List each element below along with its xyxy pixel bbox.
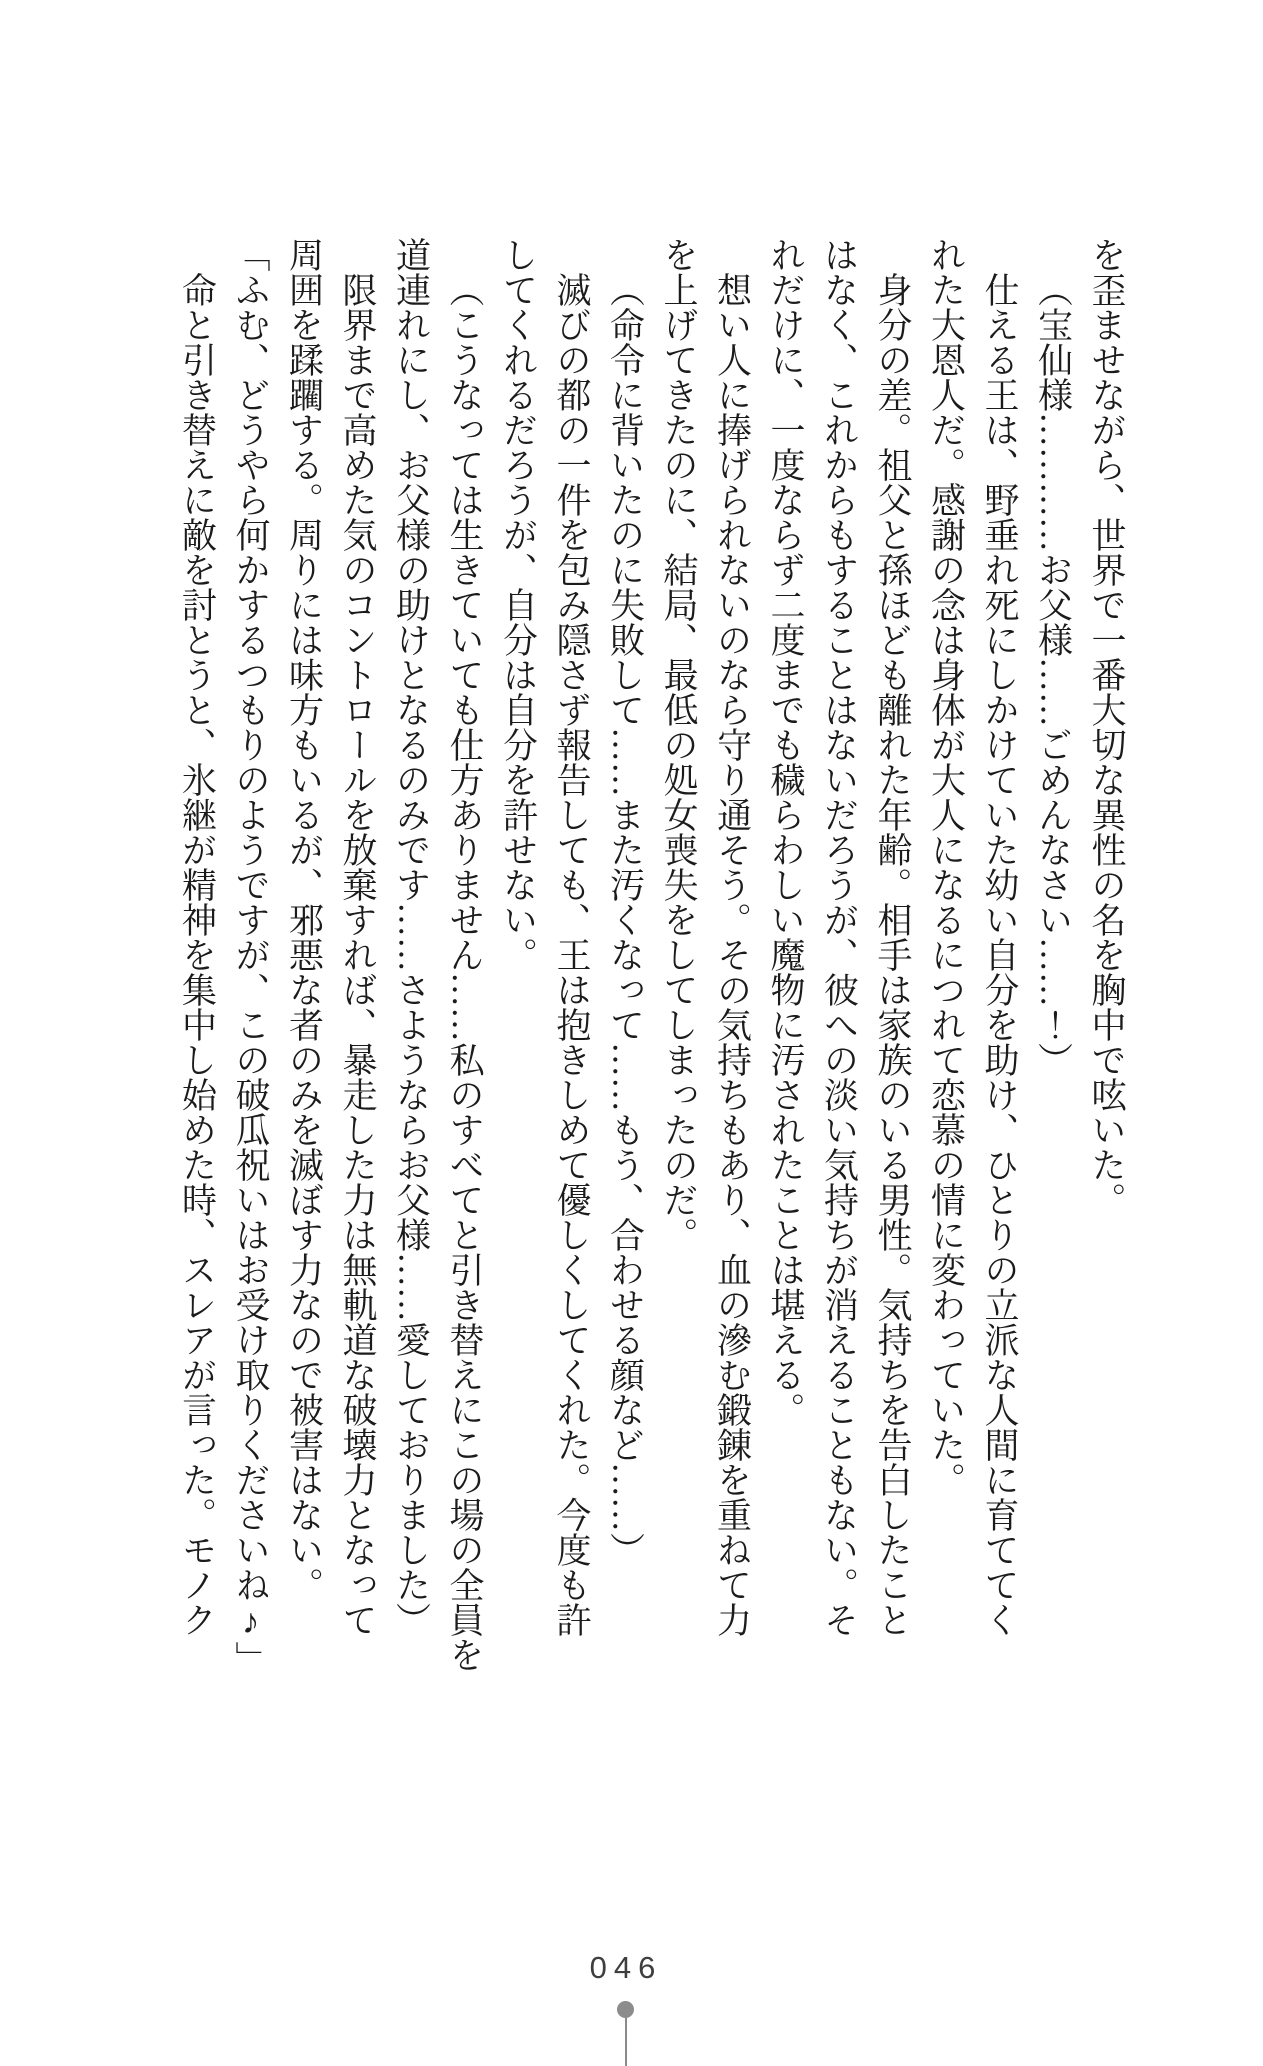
text-line: はなく、これからもすることはないだろうが、彼への淡い気持ちが消えることもない。そ bbox=[819, 237, 859, 1637]
text-line: 命と引き替えに敵を討とうと、氷継が精神を集中し始めた時、スレアが言った。モノク bbox=[177, 272, 217, 1637]
text-line: してくれるだろうが、自分は自分を許せない。 bbox=[498, 237, 538, 972]
text-line: 「ふむ、どうやら何かするつもりのようですが、この破瓜祝いはお受け取りくださいね♪」 bbox=[231, 237, 270, 1676]
text-line: 身分の差。祖父と孫ほども離れた年齢。相手は家族のいる男性。気持ちを告白したこと bbox=[873, 272, 912, 1637]
page-footer bbox=[0, 1950, 1252, 1986]
text-line: 周囲を蹂躙する。周りには味方もいるが、邪悪な者のみを滅ぼす力なので被害はない。 bbox=[284, 237, 324, 1602]
text-line: （こうなっては生きていても仕方ありません……私のすべてと引き替えにこの場の全員を bbox=[445, 272, 484, 1672]
text-line: （宝仙様…………お父様……ごめんなさい……！） bbox=[1033, 272, 1073, 1077]
text-line: れだけに、一度ならず二度までも穢らわしい魔物に汚されたことは堪える。 bbox=[766, 237, 805, 1427]
footer-vertical-line bbox=[625, 2018, 627, 2066]
text-line: を上げてきたのに、結局、最低の処女喪失をしてしまったのだ。 bbox=[659, 237, 698, 1252]
text-line: れた大恩人だ。感謝の念は身体が大人になるにつれて恋慕の情に変わっていた。 bbox=[926, 237, 966, 1497]
text-line: 道連れにし、お父様の助けとなるのみです……さようならお父様……愛しておりました） bbox=[391, 237, 431, 1637]
page-number: 046 bbox=[589, 1950, 663, 1985]
text-line: を歪ませながら、世界で一番大切な異性の名を胸中で呟いた。 bbox=[1087, 237, 1126, 1217]
page-text-block bbox=[170, 237, 1133, 1722]
text-line: 想い人に捧げられないのなら守り通そう。その気持ちもあり、血の滲む鍛錬を重ねて力 bbox=[712, 272, 752, 1637]
text-line: 限界まで高めた気のコントロールを放棄すれば、暴走した力は無軌道な破壊力となって bbox=[338, 272, 377, 1637]
text-line: 仕える王は、野垂れ死にしかけていた幼い自分を助け、ひとりの立派な人間に育ててく bbox=[980, 272, 1019, 1637]
text-line: （命令に背いたのに失敗して……また汚くなって……もう、合わせる顔など……） bbox=[605, 272, 645, 1567]
text-line: 滅びの都の一件を包み隠さず報告しても、王は抱きしめて優しくしてくれた。今度も許 bbox=[552, 272, 591, 1637]
footer-dot-marker bbox=[617, 2001, 634, 2018]
